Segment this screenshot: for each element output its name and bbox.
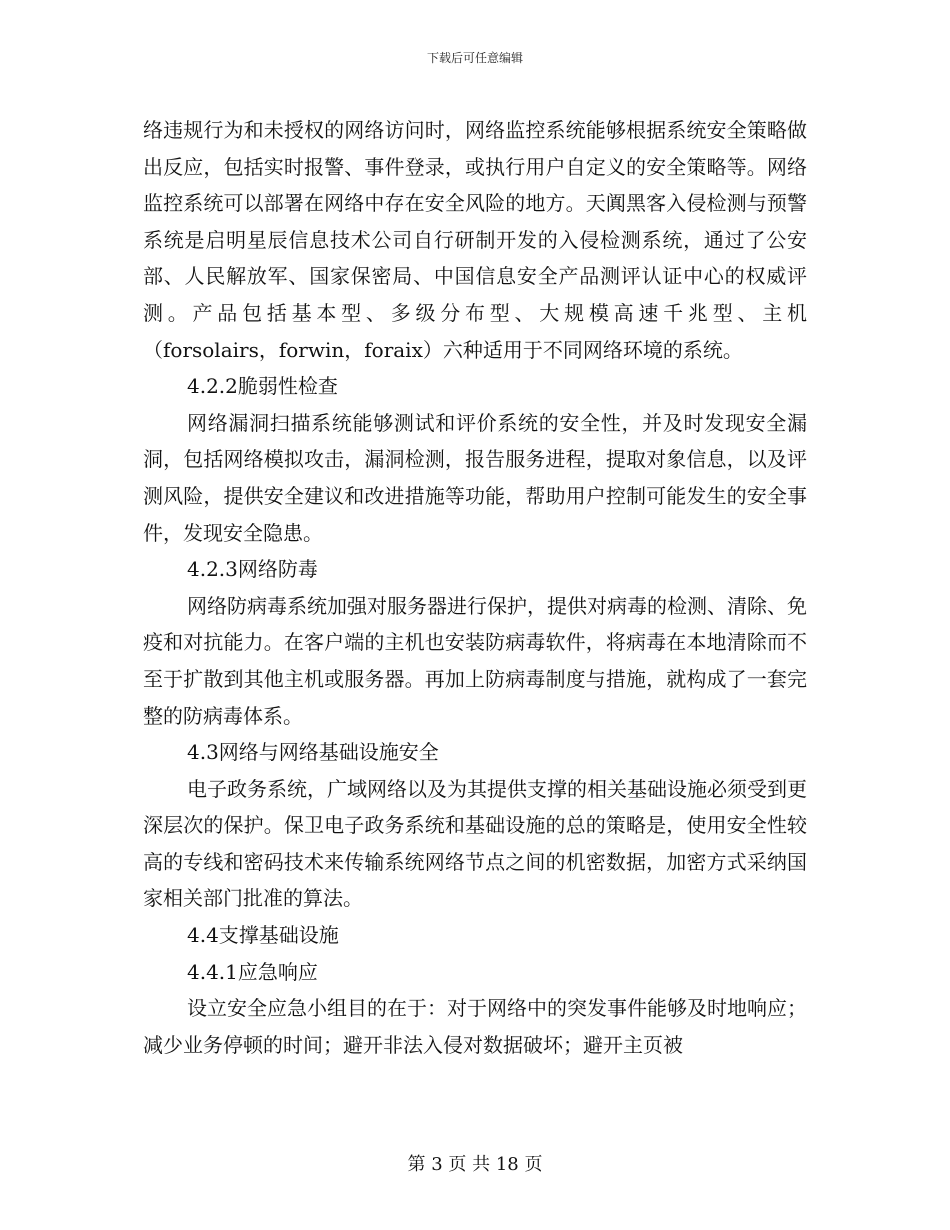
paragraph: 网络防病毒系统加强对服务器进行保护，提供对病毒的检测、清除、免疫和对抗能力。在客户端的主机也安装防病毒软件，将病毒在本地清除而不至于扩散到其他主机或服务器。再加上防病毒制度与措施，就构成了一套完整的防病毒体系。: [143, 593, 807, 728]
paragraph: 网络漏洞扫描系统能够测试和评价系统的安全性，并及时发现安全漏洞，包括网络模拟攻击，漏洞检测，报告服务进程，提取对象信息，以及评测风险，提供安全建议和改进措施等功能，帮助用户控制可能发生的安全事件，发现安全隐患。: [143, 410, 807, 545]
section-heading: 4.4.1应急响应: [187, 959, 318, 984]
section-heading: 4.3网络与网络基础设施安全: [187, 740, 439, 765]
paragraph: 设立安全应急小组目的在于：对于网络中的突发事件能够及时地响应；减少业务停顿的时间；避开非法入侵对数据破坏；避开主页被: [143, 996, 807, 1057]
document-body: [143, 112, 807, 1063]
paragraph-continuation: 络违规行为和未授权的网络访问时，网络监控系统能够根据系统安全策略做出反应，包括实时报警、事件登录，或执行用户自定义的安全策略等。网络监控系统可以部署在网络中存在安全风险的地方。天阗黑客入侵检测与预警系统是启明星辰信息技术公司自行研制开发的入侵检测系统，通过了公安部、人民解放军、国家保密局、中国信息安全产品测评认证中心的权威评测。产品包括基本型、多级分布型、大规模高速千兆型、主机（forsolairs，forwin，foraix）六种适用于不同网络环境的系统。: [143, 118, 807, 362]
paragraph: 电子政务系统，广域网络以及为其提供支撑的相关基础设施必须受到更深层次的保护。保卫电子政务系统和基础设施的总的策略是，使用安全性较高的专线和密码技术来传输系统网络节点之间的机密数据，加密方式采纳国家相关部门批准的算法。: [143, 776, 807, 911]
section-heading: 4.2.2脆弱性检查: [187, 374, 338, 399]
page-number-footer: 第 3 页 共 18 页: [407, 1154, 543, 1175]
page-header: 下载后可任意编辑: [426, 51, 523, 65]
section-heading: 4.4支撑基础设施: [187, 923, 339, 948]
section-heading: 4.2.3网络防毒: [187, 557, 318, 582]
